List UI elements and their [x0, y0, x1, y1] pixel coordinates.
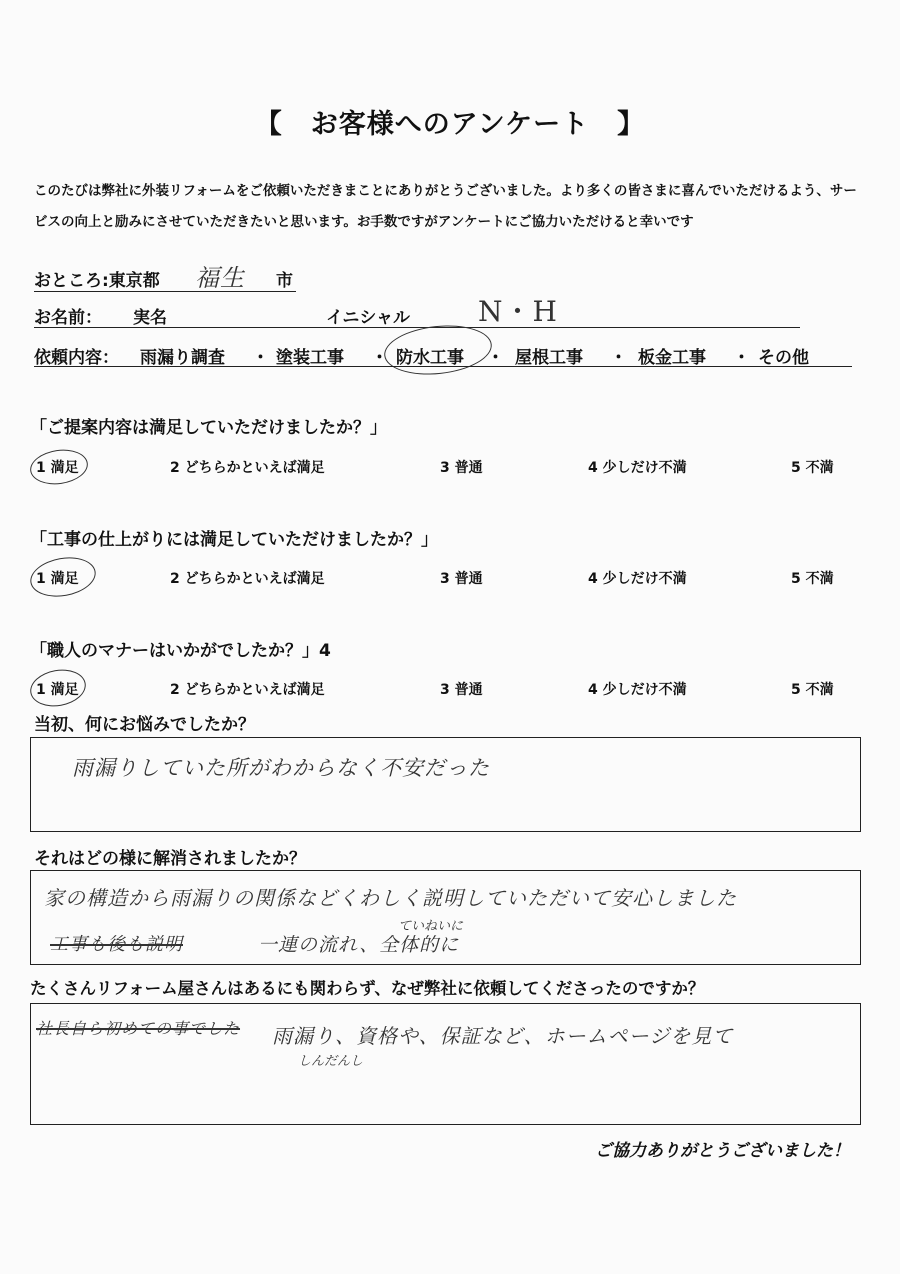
q2-option-2: 2 どちらかといえば満足	[170, 571, 325, 587]
q3-option-5: 5 不満	[791, 682, 834, 698]
initial-label: イニシャル	[326, 308, 410, 328]
initial-handwritten: N・H	[478, 295, 558, 328]
q5-answer-struck: 工事も後も説明	[50, 934, 183, 955]
intro-text: このたびは弊社に外装リフォームをご依頼いただきまことにありがとうございました。より多くの皆さまに喜んでいただけるよう、サービスの向上と励みにさせていただきたいと思います。お手数ですがアンケートにご協力いただけると幸いです	[34, 183, 857, 230]
q3-option-1: 1 満足	[36, 682, 79, 698]
thanks-message: ご協力ありがとうございました！	[595, 1141, 850, 1161]
q6-answer-note: しんだんし	[298, 1054, 364, 1069]
request-separator: ・	[733, 348, 750, 368]
q6-answer-struck: 社長自ら初めての事でした	[36, 1019, 241, 1038]
name-underline	[34, 327, 800, 328]
q2-option-5: 5 不満	[791, 571, 834, 587]
q1-option-5: 5 不満	[791, 460, 834, 476]
q6-answer-handwritten: 雨漏り、資格や、保証など、ホームページを見て	[272, 1024, 734, 1048]
address-underline	[34, 291, 296, 292]
q2-selected-circle	[27, 553, 99, 602]
request-separator: ・	[487, 348, 504, 368]
q3-selected-circle	[27, 665, 88, 710]
q1-option-3: 3 普通	[440, 460, 483, 476]
request-selected-circle	[382, 320, 494, 379]
q3-option-3: 3 普通	[440, 682, 483, 698]
q1-option-4: 4 少しだけ不満	[588, 460, 687, 476]
request-separator: ・	[252, 348, 269, 368]
request-separator: ・	[610, 348, 627, 368]
question-3: 「職人のマナーはいかがでしたか？」4	[30, 641, 331, 661]
name-label: お名前：	[34, 308, 102, 328]
q1-selected-circle	[28, 446, 90, 488]
request-option-other: その他	[758, 348, 809, 368]
q2-option-1: 1 満足	[36, 571, 79, 587]
q5-answer-note: ていねいに	[398, 919, 464, 934]
q3-option-4: 4 少しだけ不満	[588, 682, 687, 698]
request-option-sheet-metal: 板金工事	[638, 348, 706, 368]
page-title: 【 お客様へのアンケート 】	[254, 109, 646, 140]
request-option-waterproofing: 防水工事	[396, 348, 464, 368]
realname-label: 実名	[133, 308, 167, 328]
request-option-painting: 塗装工事	[276, 348, 344, 368]
request-option-roofing: 屋根工事	[515, 348, 583, 368]
q1-option-2: 2 どちらかといえば満足	[170, 460, 325, 476]
q3-option-2: 2 どちらかといえば満足	[170, 682, 325, 698]
question-2: 「工事の仕上がりには満足していただけましたか？」	[30, 530, 438, 550]
request-option-rain-inspection: 雨漏り調査	[140, 348, 225, 368]
q4-answer-handwritten: 雨漏りしていた所がわからなく不安だった	[72, 756, 490, 780]
request-label: 依頼内容：	[34, 348, 119, 368]
question-5: それはどの様に解消されましたか？	[34, 849, 306, 869]
q5-answer-line1: 家の構造から雨漏りの関係などくわしく説明していただいて安心しました	[44, 886, 737, 910]
question-6: たくさんリフォーム屋さんはあるにも関わらず、なぜ弊社に依頼してくださったのですか？	[30, 979, 705, 998]
q5-answer-line2: 一連の流れ、全体的に	[258, 934, 460, 956]
request-underline	[34, 366, 852, 367]
q2-option-3: 3 普通	[440, 571, 483, 587]
address-suffix: 市	[276, 271, 293, 291]
question-4: 当初、何にお悩みでしたか？	[34, 715, 255, 735]
request-separator: ・	[371, 348, 388, 368]
question-1: 「ご提案内容は満足していただけましたか？」	[30, 418, 387, 438]
q1-option-1: 1 満足	[36, 460, 79, 476]
address-city-handwritten: 福生	[195, 264, 245, 292]
address-label: おところ:東京都	[34, 271, 160, 291]
q2-option-4: 4 少しだけ不満	[588, 571, 687, 587]
